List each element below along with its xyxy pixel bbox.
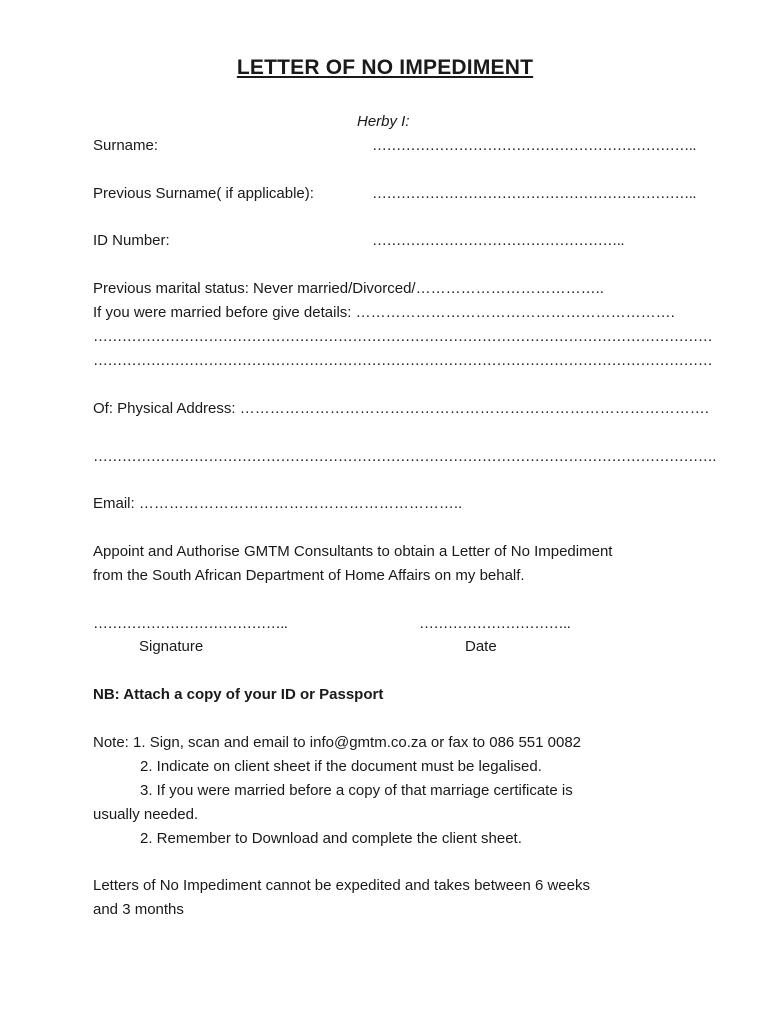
authorisation-line-1: Appoint and Authorise GMTM Consultants to obtain a Letter of No Impediment	[93, 543, 613, 560]
id-number-label: ID Number:	[93, 232, 170, 249]
note-line-5: 2. Remember to Download and complete the client sheet.	[140, 830, 522, 847]
address-dotted-line[interactable]: ………………………………………………………………………………………………………………….	[93, 448, 716, 465]
surname-label: Surname:	[93, 137, 159, 154]
signature-label: Signature	[139, 638, 204, 655]
herby-label: Herby I:	[357, 113, 410, 130]
details-dotted-line-2[interactable]: …………………………………………………………………………………………………………………	[93, 352, 713, 369]
note-line-3: 3. If you were married before a copy of that marriage certificate is	[140, 782, 573, 799]
nb-notice: NB: Attach a copy of your ID or Passport	[93, 686, 384, 703]
email-line[interactable]: Email: ………………………………………………………..	[93, 495, 463, 512]
marital-status-line[interactable]: Previous marital status: Never married/Divorced/………………………………..	[93, 280, 604, 297]
note-line-2: 2. Indicate on client sheet if the document must be legalised.	[140, 758, 542, 775]
physical-address-line[interactable]: Of: Physical Address: ………………………………………………………………………………….	[93, 400, 709, 417]
surname-field[interactable]: …………………………………………………………..	[372, 137, 696, 154]
marriage-details-line[interactable]: If you were married before give details: ……………………………………………………….	[93, 304, 675, 321]
note-line-4: usually needed.	[93, 806, 199, 823]
document-title: LETTER OF NO IMPEDIMENT	[236, 56, 534, 79]
details-dotted-line-1[interactable]: …………………………………………………………………………………………………………………	[93, 328, 713, 345]
previous-surname-field[interactable]: …………………………………………………………..	[372, 185, 696, 202]
closing-line-1: Letters of No Impediment cannot be expedited and takes between 6 weeks	[93, 877, 590, 894]
date-field[interactable]: …………………………..	[419, 615, 571, 632]
authorisation-line-2: from the South African Department of Home Affairs on my behalf.	[93, 567, 525, 584]
previous-surname-label: Previous Surname( if applicable):	[93, 185, 314, 202]
date-label: Date	[465, 638, 497, 655]
signature-field[interactable]: …………………………………..	[93, 615, 288, 632]
id-number-field[interactable]: ……………………………………………..	[372, 232, 624, 249]
closing-line-2: and 3 months	[93, 901, 184, 918]
note-line-1: Note: 1. Sign, scan and email to info@gmtm.co.za or fax to 086 551 0082	[93, 734, 582, 751]
